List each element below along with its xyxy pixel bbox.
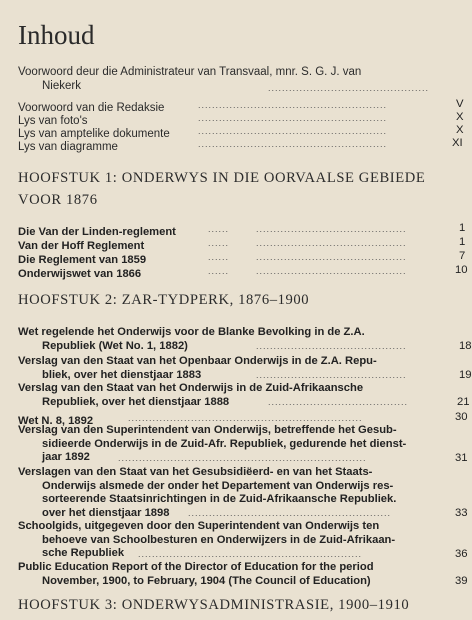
- entry-line: Wet regelende het Onderwijs voor de Blanke Bevolking in de Z.A.: [18, 326, 365, 338]
- page-number: 33: [455, 507, 468, 519]
- entry-line: Republiek, over het dienstjaar 1888: [42, 395, 230, 408]
- page-number: 21: [457, 396, 470, 408]
- entry-line: behoeve van Schoolbesturen en Onderwijzers in de Zuid-Afrikaan-: [42, 533, 396, 546]
- page-number: X: [456, 111, 464, 123]
- page-number: 18: [459, 340, 472, 352]
- page-number: 31: [455, 452, 468, 464]
- chapter-heading: HOOFSTUK 3: ONDERWYSADMINISTRASIE, 1900–1910: [18, 597, 410, 613]
- entry-text: Van der Hoff Reglement: [18, 240, 145, 252]
- entry-line: Republiek (Wet No. 1, 1882): [42, 339, 188, 352]
- entry-line: Voorwoord deur die Administrateur van Transvaal, mnr. S. G. J. van: [18, 66, 362, 78]
- page-number: 1: [459, 222, 466, 234]
- page-number: V: [456, 98, 464, 110]
- entry-line: November, 1900, to February, 1904 (The Council of Education): [42, 574, 371, 587]
- entry-text: Lys van foto's: [18, 115, 88, 127]
- toc-entry: Wet regelende het Onderwijs voor de Blanke Bevolking in de Z.A. Republiek (Wet No. 1, 1882) ........................................... 18: [18, 326, 472, 352]
- entry-line: bliek, over het dienstjaar 1883: [42, 368, 202, 381]
- toc-entry: Van der Hoff Reglement ...... ........................................... 1: [18, 236, 466, 252]
- page-number: X: [456, 124, 464, 136]
- entry-line: Verslag van den Staat van het Openbaar Onderwijs in de Z.A. Repu-: [18, 355, 377, 367]
- toc-entry: Voorwoord deur die Administrateur van Transvaal, mnr. S. G. J. van Niekerk ..............................................: [18, 66, 430, 93]
- entry-line: Onderwijs alsmede der onder het Departement van Onderwijs res-: [42, 479, 394, 492]
- page-number: 1: [459, 236, 466, 248]
- page-number: XI: [452, 137, 463, 149]
- toc-entry: Onderwijswet van 1866 ...... ........................................... 10: [18, 264, 468, 280]
- entry-text: Onderwijswet van 1866: [18, 268, 142, 280]
- entry-text: Die Reglement van 1859: [18, 254, 147, 266]
- toc-entry: Die Van der Linden-reglement ...... ........................................... 1: [18, 222, 466, 238]
- entry-line: sidieerde Onderwijs in de Zuid-Afr. Republiek, gedurende het dienst-: [42, 437, 407, 450]
- chapter-heading-cont: VOOR 1876: [18, 192, 98, 208]
- entry-text: Lys van amptelike dokumente: [18, 128, 170, 140]
- entry-text: Wet N. 8, 1892: [18, 415, 94, 427]
- page-number: 19: [459, 369, 472, 381]
- page-number: 39: [455, 575, 468, 587]
- chapter-heading: HOOFSTUK 2: ZAR-TYDPERK, 1876–1900: [18, 292, 310, 308]
- page-number: 36: [455, 548, 468, 560]
- page-title: Inhoud: [18, 20, 95, 50]
- toc-entry: Verslag van den Staat van het Onderwijs in de Zuid-Afrikaansche Republiek, over het dienstjaar 1888 ........................................ 21: [18, 382, 470, 408]
- entry-line: Verslag van den Superintendent van Onderwijs, betreffende het Gesub-: [18, 424, 397, 436]
- entry-text: Die Van der Linden-reglement: [18, 226, 176, 238]
- page-number: 10: [455, 264, 468, 276]
- entry-line: sche Republiek: [42, 547, 125, 559]
- toc-entry: Lys van diagramme ...................................................... XI: [18, 137, 463, 153]
- toc-entry: Verslagen van den Staat van het Gesubsidiëerd- en van het Staats- Onderwijs alsmede der onder het Departement van Onderwijs res- sorteerende Staatsinrichtingen in de Zuid-Afrikaansche Republiek. over het dienstjaar 1898 .......................................................... 33: [18, 466, 468, 519]
- entry-line: Verslag van den Staat van het Onderwijs in de Zuid-Afrikaansche: [18, 382, 364, 394]
- toc-entry: Lys van amptelike dokumente ...................................................... X: [18, 124, 464, 140]
- entry-text: Voorwoord van die Redaksie: [18, 102, 165, 114]
- toc-entry: Verslag van den Superintendent van Onderwijs, betreffende het Gesub- sidieerde Onderwijs in de Zuid-Afr. Republiek, gedurende het dienst- jaar 1892 ....................................................................... 31: [18, 424, 468, 464]
- toc-entry: Wet N. 8, 1892 ................................................................... 30: [18, 411, 468, 427]
- toc-entry: [18, 561, 468, 588]
- entry-line: over het dienstjaar 1898: [42, 506, 170, 519]
- toc-entry: Lys van foto's ...................................................... X: [18, 111, 464, 127]
- entry-line: Verslagen van den Staat van het Gesubsidiëerd- en van het Staats-: [18, 466, 373, 478]
- toc-entry: Schoolgids, uitgegeven door den Superintendent van Onderwijs ten behoeve van Schoolbesturen en Onderwijzers in de Zuid-Afrikaan- sche Republiek ................................................................ 36: [18, 520, 468, 560]
- toc-entry: Verslag van den Staat van het Openbaar Onderwijs in de Z.A. Repu- bliek, over het dienstjaar 1883 ........................................... 19: [18, 355, 472, 381]
- entry-line: Public Education Report of the Director of Education for the period: [18, 561, 374, 573]
- entry-line: jaar 1892: [42, 451, 90, 463]
- entry-line: Niekerk: [42, 79, 81, 92]
- entry-line: sorteerende Staatsinrichtingen in de Zuid-Afrikaansche Republiek.: [42, 493, 397, 505]
- toc-entry: Die Reglement van 1859 ...... ........................................... 7: [18, 250, 466, 266]
- entry-text: Lys van diagramme: [18, 141, 118, 153]
- page-number: 30: [455, 411, 468, 423]
- page-number: 7: [459, 250, 466, 262]
- chapter-heading: HOOFSTUK 1: ONDERWYS IN DIE OORVAALSE GEBIEDE: [18, 170, 426, 186]
- entry-line: Schoolgids, uitgegeven door den Superintendent van Onderwijs ten: [18, 520, 380, 532]
- toc-entry: Voorwoord van die Redaksie ...................................................... V: [18, 98, 464, 114]
